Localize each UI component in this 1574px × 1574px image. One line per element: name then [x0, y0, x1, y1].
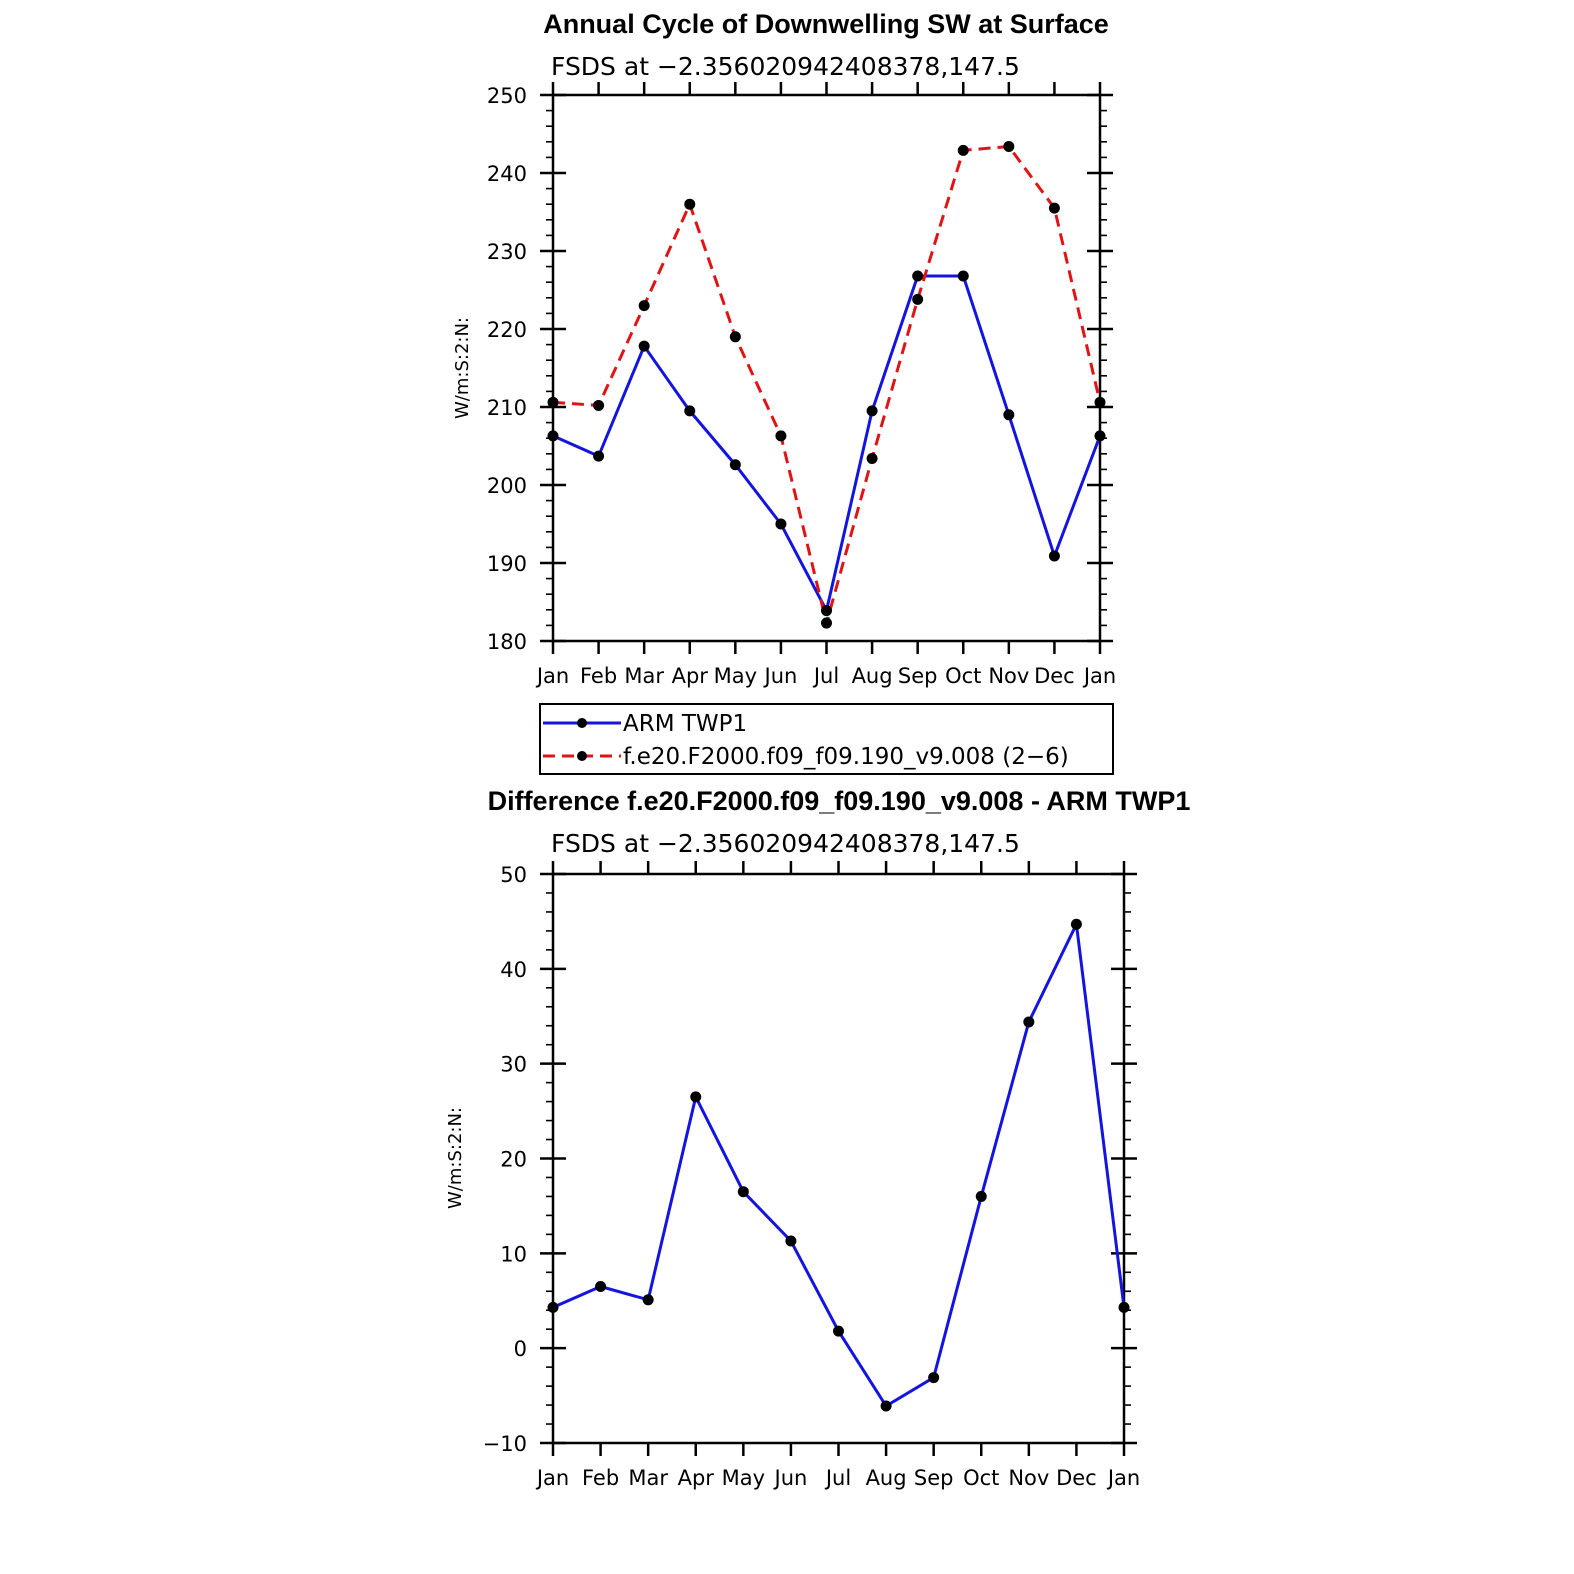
top-chart-title: Annual Cycle of Downwelling SW at Surface [543, 9, 1109, 39]
bottom-x-tick-label: Jun [774, 1466, 808, 1490]
top-y-tick-label: 240 [486, 162, 527, 186]
top-y-tick-label: 220 [486, 318, 527, 342]
top-data-point-1 [958, 145, 969, 156]
top-data-point-0 [593, 451, 604, 462]
top-x-tick-label: Sep [897, 664, 938, 688]
legend-label-arm: ARM TWP1 [623, 711, 748, 737]
top-x-tick-label: Jan [536, 664, 570, 688]
bottom-y-tick-label: 0 [513, 1337, 527, 1362]
legend-marker-arm [577, 718, 587, 728]
top-y-tick-label: 210 [486, 396, 527, 420]
bottom-data-point-0 [690, 1091, 701, 1102]
top-y-tick-label: 200 [486, 474, 527, 498]
bottom-y-tick-label: 50 [500, 863, 527, 887]
top-data-point-1 [548, 397, 559, 408]
bottom-data-point-0 [928, 1372, 939, 1383]
top-data-point-0 [1003, 409, 1014, 420]
top-data-point-0 [821, 605, 832, 616]
top-data-point-0 [548, 430, 559, 441]
bottom-data-point-0 [785, 1236, 796, 1247]
bottom-data-point-0 [643, 1294, 654, 1305]
top-chart [452, 9, 1116, 774]
bottom-x-tick-label: Jan [1107, 1466, 1141, 1490]
top-data-point-0 [958, 270, 969, 281]
top-data-point-0 [912, 270, 923, 281]
bottom-y-tick-label: −10 [482, 1432, 527, 1456]
bottom-x-tick-label: Nov [1008, 1466, 1050, 1490]
bottom-chart [445, 786, 1190, 1490]
top-y-tick-label: 180 [486, 630, 527, 654]
top-chart-y-tick-labels [487, 84, 527, 654]
top-data-point-1 [730, 331, 741, 342]
bottom-y-tick-label: 30 [500, 1052, 527, 1077]
bottom-x-tick-label: Aug [865, 1466, 907, 1490]
bottom-chart-ticks [540, 861, 1137, 1456]
top-x-tick-label: Apr [671, 664, 708, 688]
bottom-y-tick-label: 40 [500, 957, 527, 982]
top-data-point-0 [684, 405, 695, 416]
top-y-tick-label: 230 [486, 240, 527, 264]
bottom-data-point-0 [1023, 1016, 1034, 1027]
top-y-tick-label: 250 [486, 84, 527, 108]
bottom-chart-series [548, 919, 1130, 1412]
bottom-x-tick-label: Jul [825, 1466, 852, 1490]
top-data-point-0 [1095, 430, 1106, 441]
top-chart-x-tick-labels [535, 664, 1116, 688]
top-x-tick-label: Feb [579, 664, 618, 688]
top-chart-ticks [540, 82, 1113, 654]
top-x-tick-label: Jun [764, 664, 798, 688]
top-data-point-0 [775, 519, 786, 530]
top-data-point-1 [593, 400, 604, 411]
bottom-data-point-0 [833, 1326, 844, 1337]
legend-label-model: f.e20.F2000.f09_f09.190_v9.008 (2−6) [623, 744, 1069, 770]
top-x-tick-label: May [713, 664, 758, 688]
bottom-chart-x-tick-labels [535, 1466, 1140, 1490]
top-data-point-0 [1049, 550, 1060, 561]
top-chart-subtitle: FSDS at −2.356020942408378,147.5 [551, 52, 1020, 81]
bottom-x-tick-label: Dec [1056, 1466, 1097, 1490]
bottom-x-tick-label: Mar [628, 1466, 668, 1490]
bottom-x-tick-label: Apr [677, 1466, 714, 1490]
top-x-tick-label: Jan [1083, 664, 1117, 688]
bottom-data-point-0 [595, 1281, 606, 1292]
bottom-x-tick-label: May [721, 1466, 766, 1490]
bottom-chart-subtitle: FSDS at −2.356020942408378,147.5 [551, 829, 1020, 858]
top-data-point-0 [867, 405, 878, 416]
bottom-x-tick-label: Oct [963, 1466, 1000, 1490]
bottom-y-tick-label: 10 [500, 1242, 527, 1267]
top-data-point-1 [1049, 203, 1060, 214]
top-chart-legend [540, 704, 1113, 774]
bottom-data-point-0 [1119, 1302, 1130, 1313]
bottom-data-point-0 [881, 1401, 892, 1412]
bottom-chart-ylabel: W/m:S:2:N: [445, 1107, 466, 1209]
top-x-tick-label: Nov [988, 664, 1030, 688]
top-data-point-1 [867, 453, 878, 464]
top-x-tick-label: Dec [1034, 664, 1075, 688]
top-data-point-1 [912, 294, 923, 305]
top-data-point-0 [730, 459, 741, 470]
bottom-x-tick-label: Feb [581, 1466, 620, 1490]
bottom-x-tick-label: Jan [536, 1466, 570, 1490]
top-data-point-1 [639, 300, 650, 311]
top-x-tick-label: Jul [813, 664, 840, 688]
bottom-chart-title: Difference f.e20.F2000.f09_f09.190_v9.008 - ARM TWP1 [487, 786, 1191, 816]
top-chart-series [548, 141, 1106, 629]
top-series-line-0 [553, 276, 1100, 611]
top-x-tick-label: Oct [945, 664, 982, 688]
top-x-tick-label: Aug [851, 664, 893, 688]
top-data-point-1 [821, 618, 832, 629]
bottom-data-point-0 [548, 1302, 559, 1313]
top-data-point-1 [684, 199, 695, 210]
top-y-tick-label: 190 [486, 552, 527, 576]
top-data-point-1 [1003, 141, 1014, 152]
top-data-point-1 [1095, 397, 1106, 408]
bottom-data-point-0 [738, 1186, 749, 1197]
bottom-plot-frame [553, 874, 1124, 1443]
bottom-x-tick-label: Sep [913, 1466, 954, 1490]
top-chart-ylabel: W/m:S:2:N: [452, 317, 473, 419]
top-data-point-1 [775, 430, 786, 441]
bottom-y-tick-label: 20 [500, 1147, 527, 1172]
legend-marker-model [577, 751, 587, 761]
top-series-line-1 [553, 146, 1100, 623]
top-x-tick-label: Mar [624, 664, 664, 688]
top-data-point-0 [639, 341, 650, 352]
bottom-data-point-0 [1071, 919, 1082, 930]
bottom-data-point-0 [976, 1191, 987, 1202]
bottom-chart-y-tick-labels [483, 863, 527, 1456]
